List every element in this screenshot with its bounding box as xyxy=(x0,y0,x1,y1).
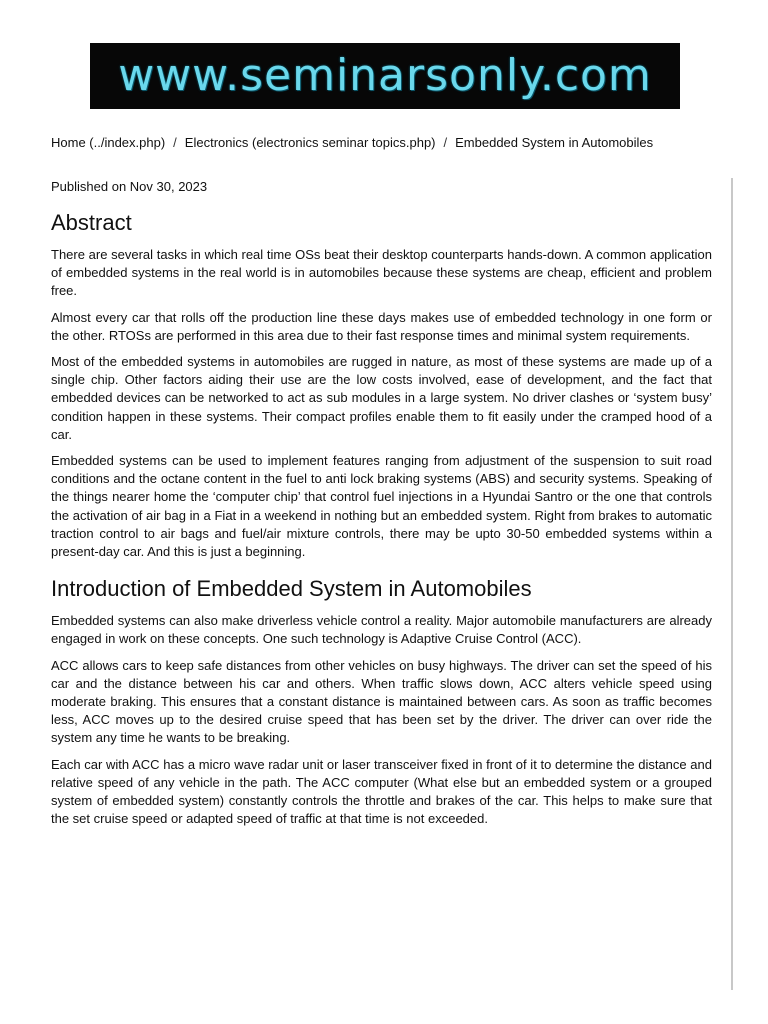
paragraph: ACC allows cars to keep safe distances from other vehicles on busy highways. The driver can set the speed of his car and the distance between his car and others. When traffic slows down, ACC alters vehicle speed using moderate braking. This ensures that a constant distance is maintained between cars. As soon as traffic becomes less, ACC moves up to the desired cruise speed that has been set by the driver. The driver can over ride the system any time he wants to be breaking. xyxy=(51,657,712,746)
site-banner-text: www.seminarsonly.com xyxy=(118,50,652,101)
paragraph: Most of the embedded systems in automobiles are rugged in nature, as most of these systems are made up of a single chip. Other factors aiding their use are the low costs involved, ease of development, and the fact that embedded devices can be networked to act as sub modules in a large system. No driver clashes or ‘system busy’ condition happen in these systems. Their compact profiles enable them to fit easily under the cramped hood of a car. xyxy=(51,354,712,442)
breadcrumb-electronics-link[interactable]: Electronics (electronics seminar topics.php) xyxy=(184,135,436,150)
site-banner-logo[interactable] xyxy=(90,43,680,109)
content-right-divider xyxy=(731,178,733,990)
published-date: Published on Nov 30, 2023 xyxy=(51,179,208,194)
section-heading-abstract: Abstract xyxy=(51,210,132,235)
breadcrumb-current-page: Embedded System in Automobiles xyxy=(455,135,654,150)
paragraph: Each car with ACC has a micro wave radar unit or laser transceiver fixed in front of it to determine the distance and relative speed of any vehicle in the path. The ACC computer (What else but an embedded system or a grouped system of embedded system) constantly controls the throttle and brakes of the car. This helps to make sure that the set cruise speed or adapted speed of traffic at that time is not exceeded. xyxy=(51,756,712,827)
paragraph: There are several tasks in which real time OSs beat their desktop counterparts hands-down. A common application of embedded systems in the real world is in automobiles because these systems are cheap, efficient and problem free. xyxy=(51,247,712,299)
breadcrumb-separator: / xyxy=(443,135,448,150)
breadcrumb-home-link[interactable]: Home (../index.php) xyxy=(51,135,166,150)
paragraph: Embedded systems can also make driverless vehicle control a reality. Major automobile manufacturers are already engaged in work on these concepts. One such technology is Adaptive Cruise Control (ACC). xyxy=(51,613,712,647)
paragraph: Almost every car that rolls off the production line these days makes use of embedded technology in one form or the other. RTOSs are performed in this area due to their fast response times and minimal system requirements. xyxy=(51,309,712,343)
article-content xyxy=(51,208,712,836)
paragraph: Embedded systems can be used to implement features ranging from adjustment of the suspension to suit road conditions and the octane content in the fuel to anti lock braking systems (ABS) and security systems. Speaking of the things nearer home the ‘computer chip’ that control fuel injections in a Hyundai Santro or the one that controls the activation of air bag in a Fiat in a weekend in nothing but an embedded system. Right from brakes to automatic traction control to air bags and fuel/air mixture controls, there may be upto 30-50 embedded systems within a present-day car. And this is just a beginning. xyxy=(51,453,712,560)
section-heading-introduction: Introduction of Embedded System in Automobiles xyxy=(51,576,532,602)
breadcrumb xyxy=(51,135,653,150)
breadcrumb-separator: / xyxy=(173,135,177,150)
